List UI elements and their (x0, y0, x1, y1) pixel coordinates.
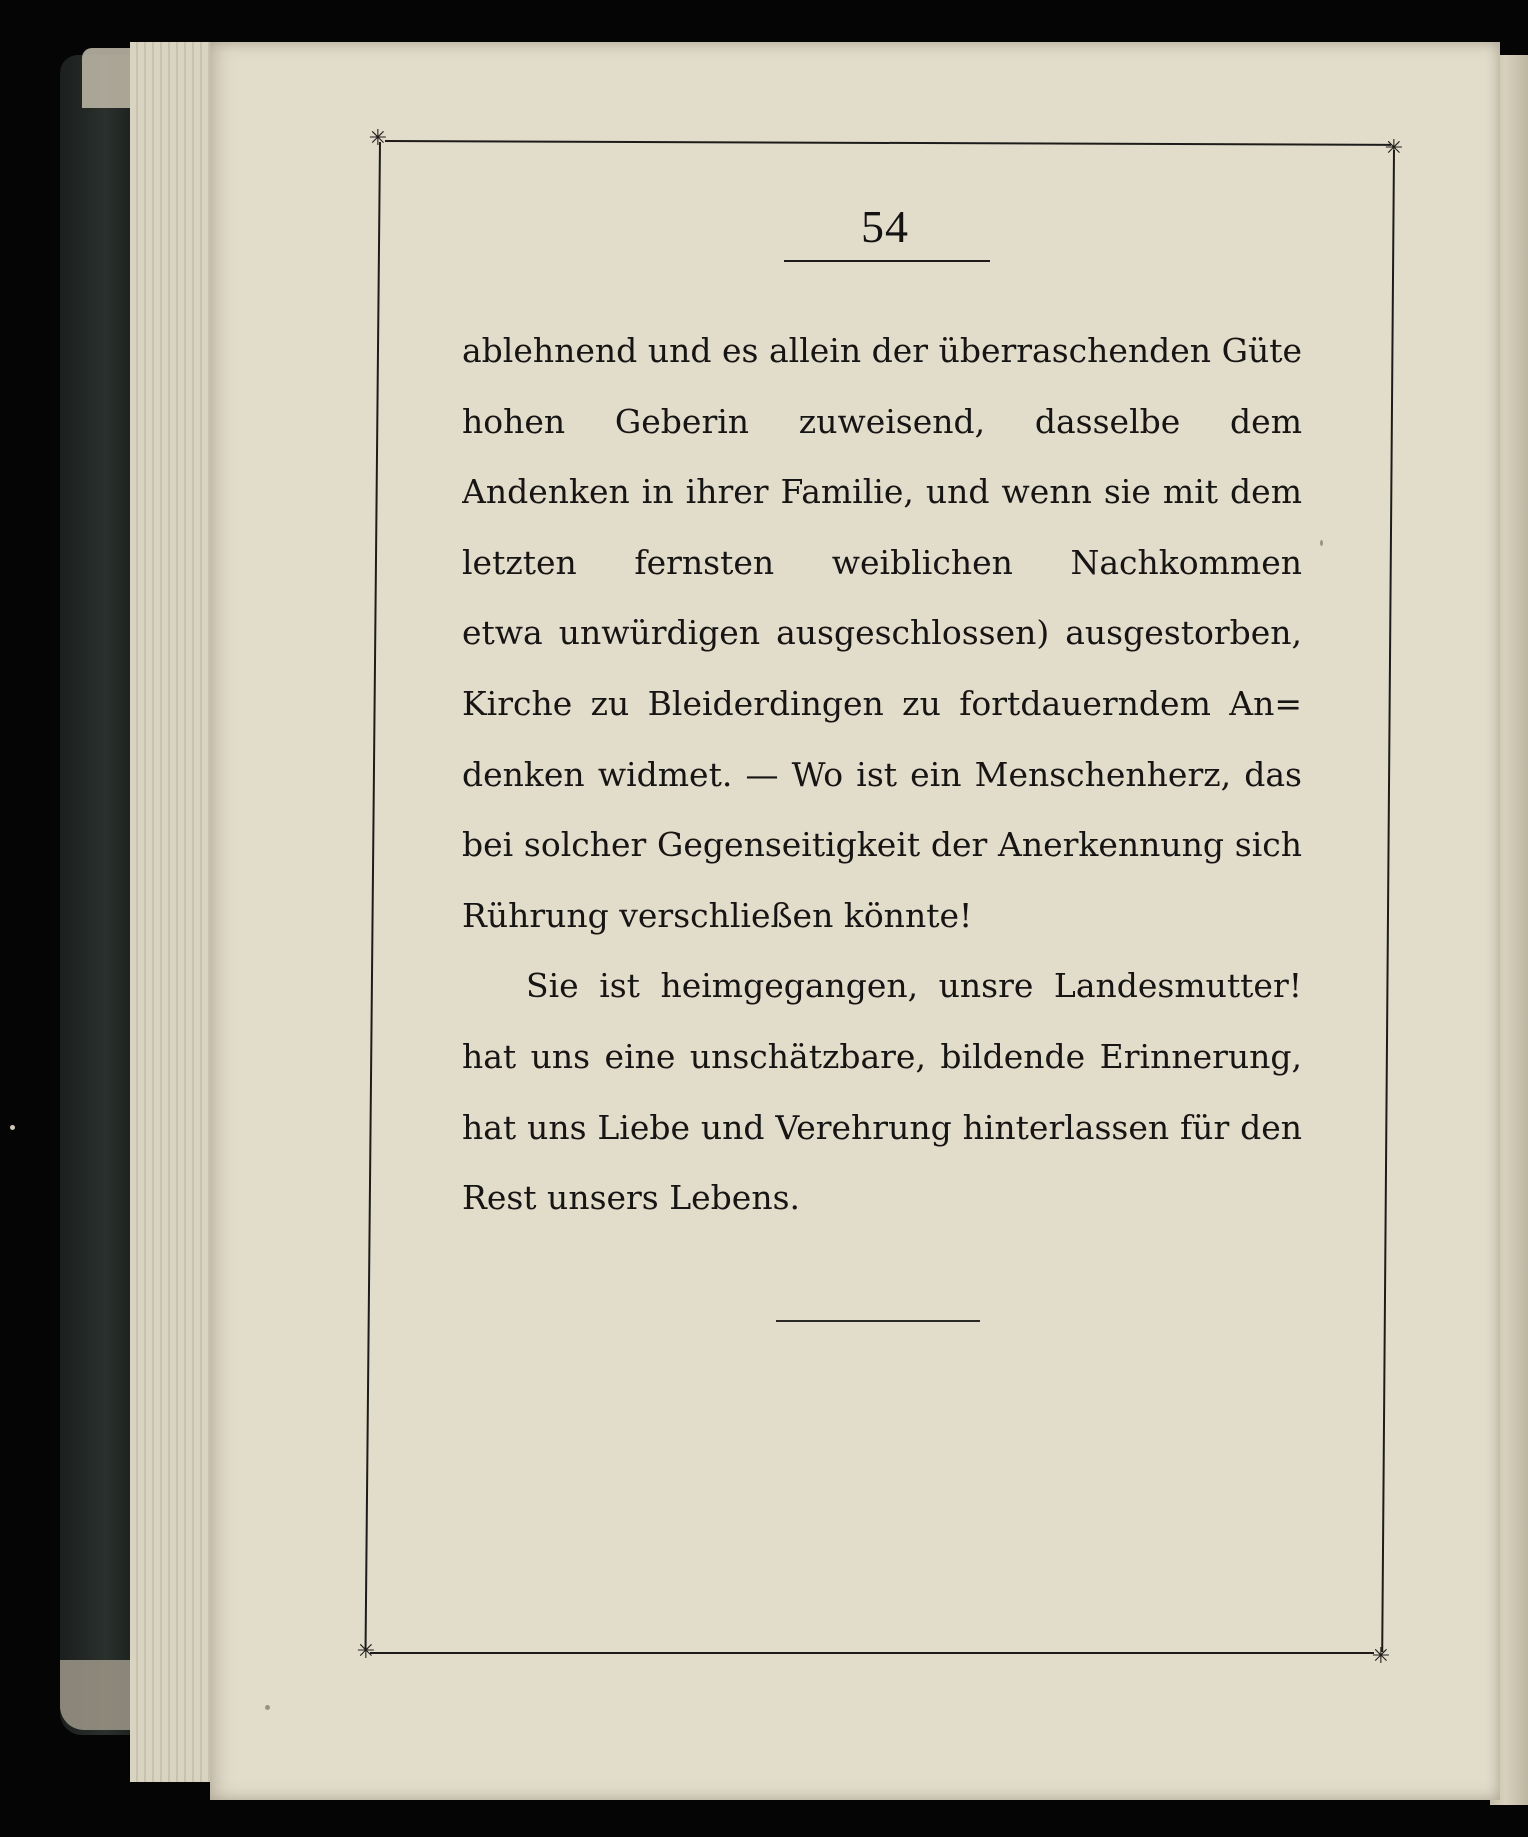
text-line: Kirche zu Bleiderdingen zu fortdauerndem An= (462, 683, 1302, 723)
text-line: Rührung verschließen könnte! (462, 895, 973, 935)
text-line: hat uns Liebe und Verehrung hinterlassen für den (462, 1107, 1302, 1147)
corner-ornament-top-right: ✳ (1384, 136, 1404, 161)
page-number: 54 (861, 201, 909, 252)
corner-ornament-bottom-right: ✳ (1371, 1644, 1391, 1669)
text-line: ablehnend und es allein der überraschenden Güte (462, 331, 1302, 370)
text-line: bei solcher Gegenseitigkeit der Anerkennung sich (462, 825, 1302, 865)
corner-ornament-bottom-left: ✳ (356, 1639, 376, 1664)
text-line: Andenken in ihrer Familie, und wenn sie mit dem (462, 472, 1302, 512)
frame-bottom-line (370, 1652, 1374, 1654)
body-text (462, 316, 1302, 1234)
text-line: hohen Geberin zuweisend, dasselbe dem (462, 401, 1302, 441)
text-line: Sie ist heimgegangen, unsre Landesmutter! (526, 966, 1302, 1006)
paper-speck (1320, 540, 1323, 546)
text-line: etwa unwürdigen ausgeschlossen) ausgestorben, (462, 613, 1302, 653)
text-line: Rest unsers Lebens. (462, 1178, 801, 1218)
text-line: denken widmet. — Wo ist ein Menschenherz, das (462, 754, 1302, 794)
text-line: hat uns eine unschätzbare, bildende Erinnerung, (462, 1036, 1302, 1076)
text-line: letzten fernsten weiblichen Nachkommen (462, 542, 1302, 582)
paper-speck (10, 1125, 15, 1130)
corner-ornament-top-left: ✳ (368, 126, 388, 151)
paper-speck (265, 1705, 270, 1710)
page-number-underline (784, 260, 990, 262)
section-end-rule (776, 1320, 980, 1322)
